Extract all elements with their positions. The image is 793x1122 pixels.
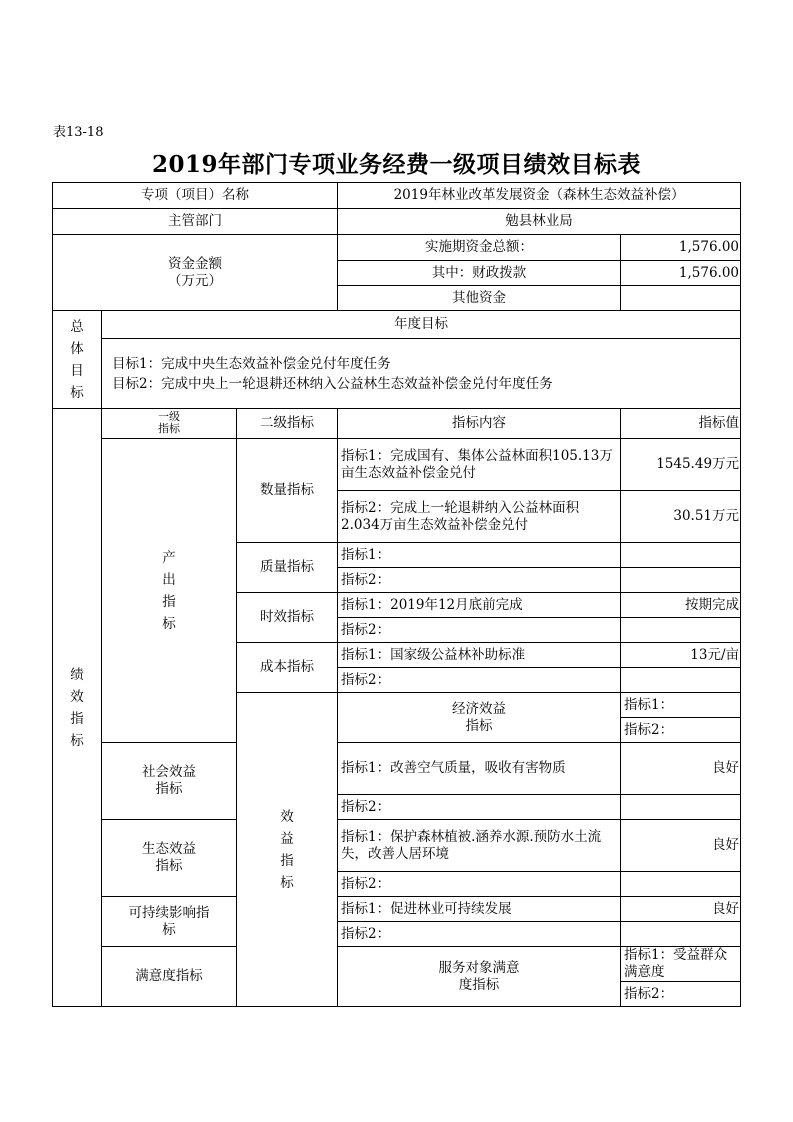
table-row — [53, 897, 741, 922]
sustain-indicator-2-value — [621, 922, 741, 947]
department-label: 主管部门 — [53, 209, 338, 235]
social-indicator-1-value: 良好 — [621, 743, 741, 795]
annual-goal-content — [102, 339, 741, 409]
eco-indicator-2: 指标2： — [338, 872, 621, 897]
funds-label-line2: （万元） — [168, 272, 222, 289]
output-indicator-text: 产出指标 — [162, 549, 176, 632]
goal-header-row — [53, 311, 741, 339]
funds-other-value — [621, 286, 741, 311]
eco-indicator-text: 生态效益指标 — [142, 841, 196, 874]
performance-side-label — [53, 409, 102, 1007]
project-value: 2019年林业改革发展资金（森林生态效益补偿） — [338, 183, 741, 209]
satisfaction-indicator-label: 满意度指标 — [102, 947, 237, 1007]
quantity-indicator-label: 数量指标 — [237, 439, 338, 543]
performance-side-text: 绩效指标 — [70, 666, 84, 749]
quantity-indicator-1-value: 1545.49万元 — [621, 439, 741, 491]
funds-label — [53, 235, 338, 311]
funds-fiscal-label: 其中：财政拨款 — [338, 261, 621, 286]
timeliness-indicator-2: 指标2： — [338, 618, 621, 643]
funds-total-row — [53, 235, 741, 261]
level1-header — [102, 409, 237, 439]
cost-indicator-2: 指标2： — [338, 668, 621, 693]
social-indicator-2-value — [621, 795, 741, 820]
goal-content-row — [53, 339, 741, 409]
department-row — [53, 209, 741, 235]
content-header: 指标内容 — [338, 409, 621, 439]
quantity-indicator-1: 指标1：完成国有、集体公益林面积105.13万亩生态效益补偿金兑付 — [338, 439, 621, 491]
eco-indicator-2-value — [621, 872, 741, 897]
funds-label-line1: 资金金额 — [168, 255, 222, 272]
benefit-indicator-text: 效益指标 — [280, 808, 294, 891]
quantity-indicator-2: 指标2：完成上一轮退耕纳入公益林面积2.034万亩生态效益补偿金兑付 — [338, 491, 621, 543]
benefit-indicator-label — [237, 693, 338, 1007]
eco-indicator-label — [102, 820, 237, 897]
sustain-indicator-2: 指标2： — [338, 922, 621, 947]
social-indicator-1: 指标1：改善空气质量，吸收有害物质 — [338, 743, 621, 795]
quality-indicator-2-value — [621, 568, 741, 593]
project-label: 专项（项目）名称 — [53, 183, 338, 209]
cost-indicator-1: 指标1：国家级公益林补助标准 — [338, 643, 621, 668]
table-row — [53, 947, 741, 982]
cost-indicator-1-value: 13元/亩 — [621, 643, 741, 668]
service-indicator-1: 指标1：受益群众满意度 — [621, 947, 741, 982]
economic-indicator-text: 经济效益指标 — [452, 700, 507, 734]
service-indicator-2: 指标2： — [621, 982, 741, 1007]
eco-indicator-1: 指标1：保护森林植被.涵养水源.预防水土流失，改善人居环境 — [338, 820, 621, 872]
timeliness-indicator-1: 指标1：2019年12月底前完成 — [338, 593, 621, 618]
quality-indicator-1-value — [621, 543, 741, 568]
quantity-indicator-2-value: 30.51万元 — [621, 491, 741, 543]
service-satisfaction-text: 服务对象满意度指标 — [438, 959, 520, 993]
timeliness-indicator-label: 时效指标 — [237, 593, 338, 643]
economic-indicator-2: 指标2： — [621, 718, 741, 743]
cost-indicator-2-value — [621, 668, 741, 693]
level1-header-text: 一级指标 — [158, 409, 180, 435]
overall-goal-side-label — [53, 311, 102, 409]
indicator-header-row — [53, 409, 741, 439]
social-indicator-text: 社会效益指标 — [142, 764, 196, 797]
output-indicator-label — [102, 439, 237, 743]
funds-other-label: 其他资金 — [338, 286, 621, 311]
department-value: 勉县林业局 — [338, 209, 741, 235]
sustain-indicator-1: 指标1：促进林业可持续发展 — [338, 897, 621, 922]
sustain-indicator-1-value: 良好 — [621, 897, 741, 922]
cost-indicator-label: 成本指标 — [237, 643, 338, 693]
timeliness-indicator-2-value — [621, 618, 741, 643]
quality-indicator-label: 质量指标 — [237, 543, 338, 593]
annual-goal-header: 年度目标 — [102, 311, 741, 339]
goal-1: 目标1：完成中央生态效益补偿金兑付年度任务 — [112, 355, 391, 372]
economic-indicator-label — [338, 693, 621, 743]
table-row — [53, 820, 741, 872]
social-indicator-2: 指标2： — [338, 795, 621, 820]
overall-goal-side-text: 总体目标 — [70, 318, 84, 401]
sustain-indicator-text: 可持续影响指标 — [128, 904, 210, 938]
quality-indicator-2: 指标2： — [338, 568, 621, 593]
service-satisfaction-label — [338, 947, 621, 1007]
table-row — [53, 743, 741, 795]
table-number: 表13-18 — [53, 125, 104, 140]
funds-total-value: 1,576.00 — [621, 235, 741, 261]
level2-header: 二级指标 — [237, 409, 338, 439]
eco-indicator-1-value: 良好 — [621, 820, 741, 872]
social-indicator-label — [102, 743, 237, 820]
sustain-indicator-label — [102, 897, 237, 947]
page-title: 2019年部门专项业务经费一级项目绩效目标表 — [151, 151, 641, 178]
table-row — [53, 439, 741, 491]
quality-indicator-1: 指标1： — [338, 543, 621, 568]
funds-total-label: 实施期资金总额： — [338, 235, 621, 261]
performance-target-table — [52, 182, 741, 1007]
project-row — [53, 183, 741, 209]
economic-indicator-1: 指标1： — [621, 693, 741, 718]
value-header: 指标值 — [621, 409, 741, 439]
goal-2: 目标2：完成中央上一轮退耕还林纳入公益林生态效益补偿金兑付年度任务 — [112, 375, 553, 392]
timeliness-indicator-1-value: 按期完成 — [621, 593, 741, 618]
funds-fiscal-value: 1,576.00 — [621, 261, 741, 286]
